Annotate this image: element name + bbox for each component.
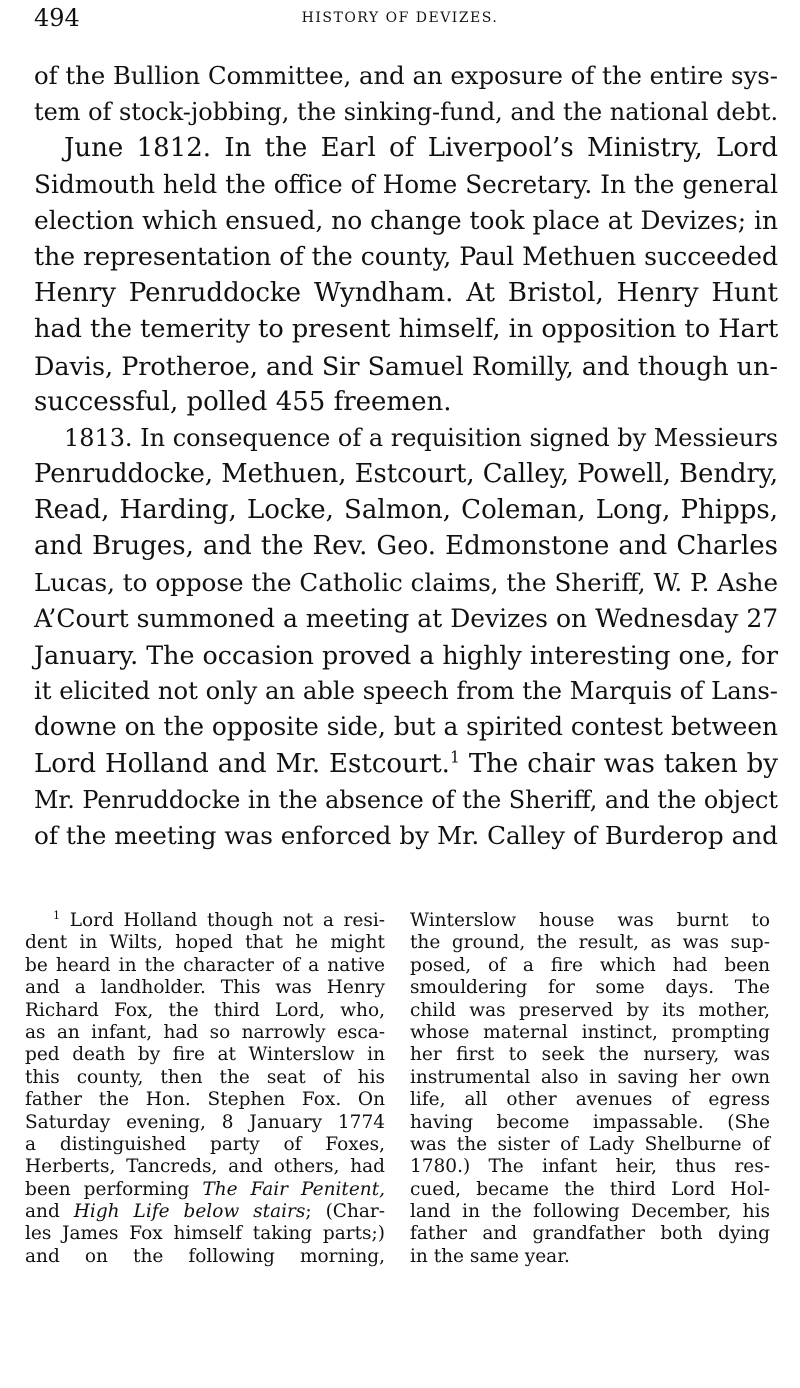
page-number: 494	[34, 4, 80, 32]
footnote-line: and High Life below stairs; (Char-	[25, 1201, 385, 1223]
footnote-line: this county, then the seat of his	[25, 1066, 385, 1088]
body-line: it elicited not only an able speech from the Marquis of Lans-	[34, 676, 778, 706]
running-title: HISTORY OF DEVIZES.	[301, 10, 499, 26]
footnote-line: $^1$ Lord Holland though not a resi-	[53, 908, 385, 931]
footnote-line: having become impassable. (She	[410, 1111, 770, 1133]
body-line: Henry Penruddocke Wyndham. At Bristol, Henry Hunt	[34, 278, 778, 309]
body-line: of the Bullion Committee, and an exposure of the entire sys-	[34, 61, 778, 90]
footnote-line: as an infant, had so narrowly esca-	[25, 1021, 385, 1043]
footnote-line: posed, of a fire which had been	[410, 954, 770, 976]
body-line-with-footnote-ref	[34, 746, 778, 782]
footnote-line: les James Fox himself taking parts;)	[25, 1223, 385, 1245]
footnote-line: instrumental also in saving her own	[410, 1066, 770, 1088]
footnote-line: land in the following December, his	[410, 1201, 770, 1223]
body-line: June 1812. In the Earl of Liverpool’s Ministry, Lord	[64, 133, 778, 164]
footnote-marker: 1	[53, 908, 61, 922]
footnote-line: father and grandfather both dying	[410, 1223, 770, 1245]
footnote-line: smouldering for some days. The	[410, 977, 770, 999]
footnote-line: her first to seek the nursery, was	[410, 1044, 770, 1066]
body-line: A’Court summoned a meeting at Devizes on Wednesday 27	[34, 603, 779, 633]
footnote-line: ped death by fire at Winterslow in	[25, 1044, 385, 1066]
play-title: The Fair Penitent,	[202, 1178, 386, 1200]
play-title: High Life below stairs	[73, 1201, 306, 1223]
body-line: election which ensued, no change took place at Devizes; in	[34, 205, 778, 235]
footnote-line: Winterslow house was burnt to	[410, 910, 770, 931]
footnote-line: was the sister of Lady Shelburne of	[410, 1133, 770, 1155]
footnote-line: in the same year.	[410, 1245, 570, 1267]
footnote-line: father the Hon. Stephen Fox. On	[25, 1089, 385, 1111]
footnote-line: Richard Fox, the third Lord, who,	[25, 999, 385, 1021]
body-line: Davis, Protheroe, and Sir Samuel Romilly, and though un-	[34, 350, 778, 381]
footnote-line: dent in Wilts, hoped that he might	[25, 932, 385, 954]
body-line: January. The occasion proved a highly interesting one, for	[34, 640, 778, 670]
body-line: and Bruges, and the Rev. Geo. Edmonstone and Charles	[34, 531, 778, 562]
body-line: of the meeting was enforced by Mr. Calley of Burderop and	[34, 820, 778, 850]
footnote-line: the ground, the result, as was sup-	[410, 932, 770, 954]
footnote-line: child was preserved by its mother,	[410, 999, 770, 1021]
footnote-line: whose maternal instinct, prompting	[410, 1021, 770, 1043]
body-text	[34, 58, 778, 854]
footnote-line: and on the following morning,	[25, 1245, 385, 1267]
footnote-column-right	[410, 910, 770, 1268]
body-line: tem of stock-jobbing, the sinking-fund, and the national debt.	[34, 98, 779, 127]
footnote-line: and a landholder. This was Henry	[25, 977, 385, 999]
body-line: Mr. Penruddocke in the absence of the Sheriff, and the object	[34, 785, 778, 814]
page-header	[0, 0, 800, 40]
body-line: had the temerity to present himself, in opposition to Hart	[34, 314, 779, 345]
footnote-line: be heard in the character of a native	[25, 954, 385, 976]
footnote-reference: 1	[449, 747, 460, 766]
footnote-line: Saturday evening, 8 January 1774	[25, 1111, 385, 1133]
body-line-part: Lord Holland and Mr. Estcourt.	[34, 748, 450, 779]
body-line: Read, Harding, Locke, Salmon, Coleman, Long, Phipps,	[34, 495, 778, 526]
body-line: Penruddocke, Methuen, Estcourt, Calley, Powell, Bendry,	[34, 459, 779, 490]
footnote-line: been performing The Fair Penitent,	[25, 1178, 386, 1200]
footnote-line: life, all other avenues of egress	[410, 1089, 770, 1111]
footnote-line: 1780.) The infant heir, thus res-	[410, 1156, 770, 1178]
body-line: successful, polled 455 freemen.	[34, 386, 452, 417]
footnote-column-left	[25, 910, 385, 1268]
body-line: downe on the opposite side, but a spirited contest between	[34, 712, 778, 742]
body-line: Sidmouth held the office of Home Secretary. In the general	[34, 169, 778, 199]
footnote-line: a distinguished party of Foxes,	[25, 1133, 385, 1155]
body-line: 1813. In consequence of a requisition signed by Messieurs	[64, 423, 778, 452]
body-line: the representation of the county, Paul Methuen succeeded	[34, 241, 779, 271]
body-line-part: The chair was taken by	[468, 748, 778, 779]
body-line: Lucas, to oppose the Catholic claims, the Sheriff, W. P. Ashe	[34, 567, 778, 597]
footnote-line: Herberts, Tancreds, and others, had	[25, 1156, 385, 1178]
footnote-line: cued, became the third Lord Hol-	[410, 1178, 770, 1200]
